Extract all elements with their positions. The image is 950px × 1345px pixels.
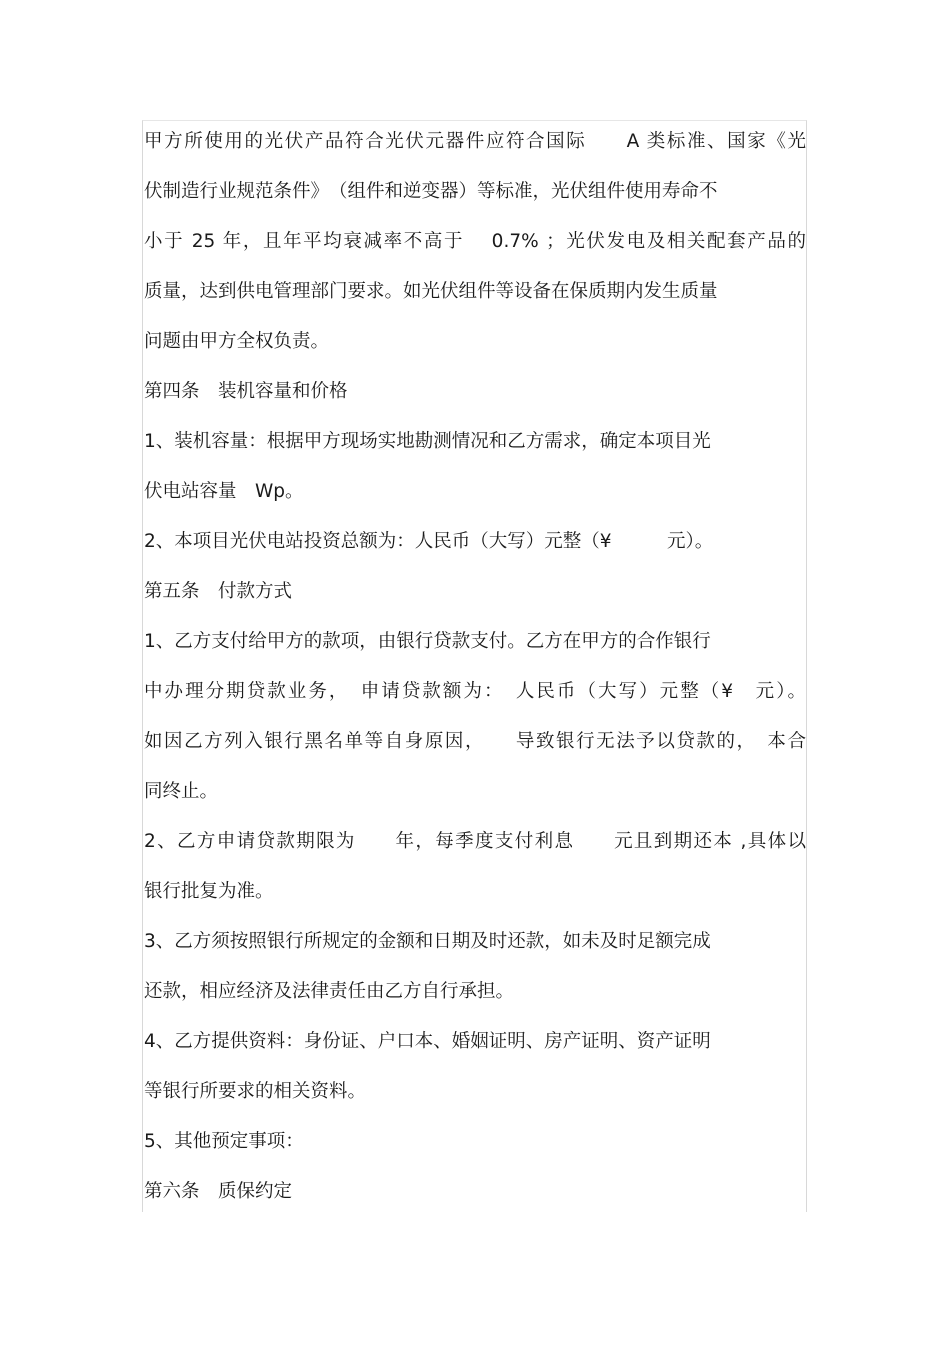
text-line: 同终止。	[144, 781, 219, 802]
text-line: 伏制造行业规范条件》 （组件和逆变器）等标准，光伏组件使用寿命不	[144, 181, 718, 202]
text-line: 2、本项目光伏电站投资总额为：人民币（大写）元整（¥ 元）。	[144, 531, 714, 552]
section-heading: 第五条 付款方式	[144, 581, 293, 602]
text-line: 等银行所要求的相关资料。	[144, 1081, 367, 1102]
text-line: 伏电站容量 Wp。	[144, 481, 304, 502]
text-line: 2、乙方申请贷款期限为 年，每季度支付利息 元且到期还本 ,具体以	[144, 831, 806, 852]
section-heading: 第六条 质保约定	[144, 1181, 293, 1202]
text-line: 小于 25 年，且年平均衰减率不高于 0.7% ；光伏发电及相关配套产品的	[144, 231, 806, 252]
text-line: 问题由甲方全权负责。	[144, 331, 330, 352]
text-line: 还款，相应经济及法律责任由乙方自行承担。	[144, 981, 515, 1002]
text-line: 银行批复为准。	[144, 881, 274, 902]
text-line: 3、乙方须按照银行所规定的金额和日期及时还款，如未及时足额完成	[144, 931, 711, 952]
section-heading: 第四条 装机容量和价格	[144, 381, 348, 402]
text-line: 5、其他预定事项：	[144, 1131, 304, 1152]
text-line: 1、装机容量：根据甲方现场实地勘测情况和乙方需求，确定本项目光	[144, 431, 711, 452]
text-line: 如因乙方列入银行黑名单等自身原因， 导致银行无法予以贷款的， 本合	[144, 731, 806, 752]
text-line: 质量，达到供电管理部门要求。如光伏组件等设备在保质期内发生质量	[144, 281, 718, 302]
text-line: 1、乙方支付给甲方的款项，由银行贷款支付。乙方在甲方的合作银行	[144, 631, 711, 652]
text-line: 中办理分期贷款业务， 申请贷款额为： 人民币（大写）元整（¥ 元）。	[144, 681, 806, 702]
text-line: 4、乙方提供资料：身份证、户口本、婚姻证明、房产证明、资产证明	[144, 1031, 711, 1052]
text-line: 甲方所使用的光伏产品符合光伏元器件应符合国际 A 类标准、国家《光	[144, 131, 806, 152]
